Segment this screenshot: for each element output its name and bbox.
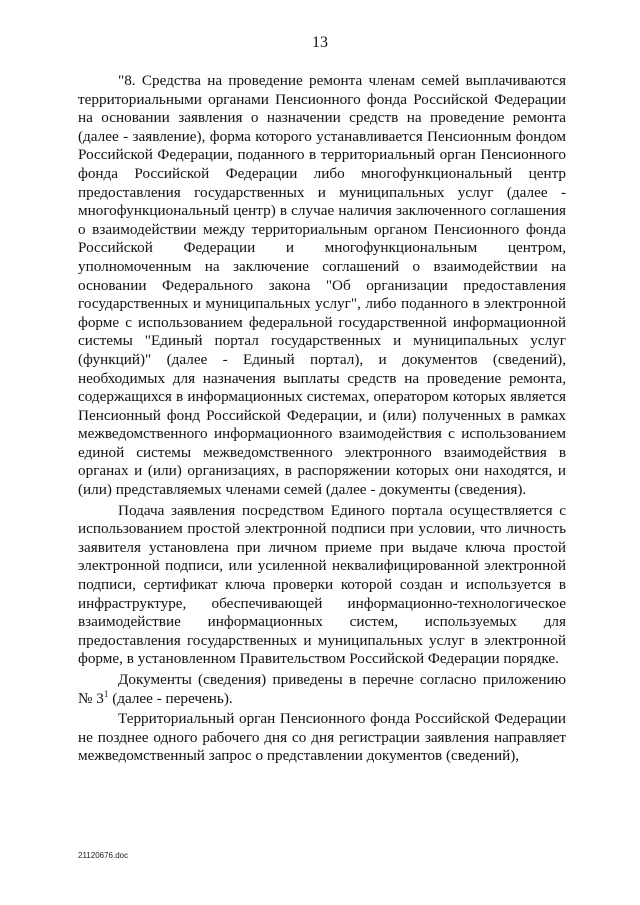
document-file-code: 21120676.doc xyxy=(78,851,129,860)
document-body xyxy=(78,72,566,766)
paragraph-2: Подача заявления посредством Единого портала осуществляется с использованием простой электронной подписи при условии, что личность заявителя установлена при личном приеме при выдаче ключа простой электронной подписи, или усиленной неквалифицированной электронной подписи, сертификат ключа проверки которой создан и используется в инфраструктуре, обеспечивающей информационно-технологическое взаимодействие информационных систем, используемых для предоставления государственных и муниципальных услуг в электронной форме, в установленном Правительством Российской Федерации порядке. xyxy=(78,501,566,668)
paragraph-3-tail: (далее - перечень). xyxy=(108,689,233,707)
appendix-superscript: 1 xyxy=(103,688,109,699)
paragraph-1: "8. Средства на проведение ремонта членам семей выплачиваются территориальными органами Пенсионного фонда Российской Федерации на основании заявления о назначении средств на проведение ремонта (далее - заявление), форма которого устанавливается Пенсионным фондом Российской Федерации, поданного в территориальный орган Пенсионного фонда Российской Федерации либо многофункциональный центр предоставления государственных и муниципальных услуг (далее - многофункциональный центр) в случае наличия заключенного соглашения о взаимодействии между территориальным органом Пенсионного фонда Российской Федерации и многофункциональным центром, уполномоченным на заключение соглашений о взаимодействии на основании Федерального закона "Об организации предоставления государственных и муниципальных услуг", либо поданного в электронной форме с использованием федеральной государственной информационной системы "Единый портал государственных и муниципальных услуг (функций)" (далее - Единый портал), и документов (сведений), необходимых для назначения выплаты средств на проведение ремонта, содержащихся в информационных системах, оператором которых является Пенсионный фонд Российской Федерации, и (или) полученных в рамках межведомственного информационного взаимодействия с использованием единой системы межведомственного электронного взаимодействия в органах и (или) организациях, в распоряжении которых они находятся, и (или) представляемых членами семей (далее - документы (сведения). xyxy=(78,72,566,499)
page-number: 13 xyxy=(312,34,328,51)
paragraph-3-text: Документы (сведения) приведены в перечне согласно приложению № 3 xyxy=(78,671,566,707)
paragraph-3 xyxy=(78,671,566,708)
paragraph-4: Территориальный орган Пенсионного фонда Российской Федерации не позднее одного рабочего дня со дня регистрации заявления направляет межведомственный запрос о представлении документов (сведений), xyxy=(78,710,566,765)
